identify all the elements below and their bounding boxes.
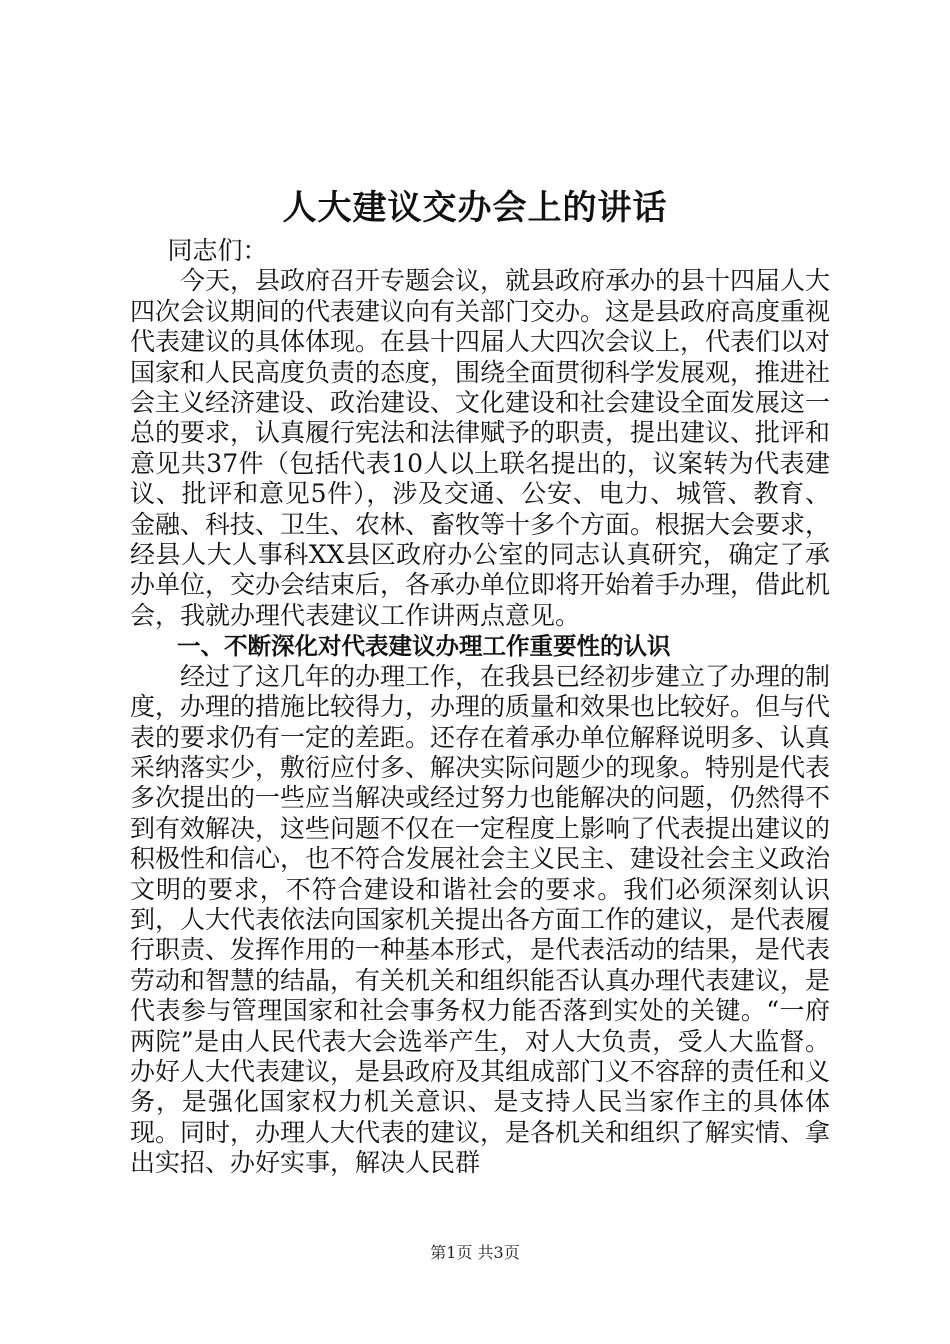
section-heading: 一、不断深化对代表建议办理工作重要性的认识 (177, 632, 671, 661)
document-body (130, 236, 830, 1179)
paragraph-body: 经过了这几年的办理工作，在我县已经初步建立了办理的制度，办理的措施比较得力，办理的质量和效果也比较好。但与代表的要求仍有一定的差距。还存在着承办单位解释说明多、认真采纳落实少，敷衍应付多、解决实际问题少的现象。特别是代表多次提出的一些应当解决或经过努力也能解决的问题，仍然得不到有效解决，这些问题不仅在一定程度上影响了代表提出建议的积极性和信心，也不符合发展社会主义民主、建设社会主义政治文明的要求，不符合建设和谐社会的要求。我们必须深刻认识到，人大代表依法向国家机关提出各方面工作的建议，是代表履行职责、发挥作用的一种基本形式，是代表活动的结果，是代表劳动和智慧的结晶，有关机关和组织能否认真办理代表建议，是代表参与管理国家和社会事务权力能否落到实处的关键。“一府两院”是由人民代表大会选举产生，对人大负责，受人大监督。办好人大代表建议，是县政府及其组成部门义不容辞的责任和义务，是强化国家权力机关意识、是支持人民当家作主的具体体现。同时，办理人大代表的建议，是各机关和组织了解实情、拿出实招、办好实事，解决人民群 (130, 661, 831, 1178)
page-footer: 第1页 共3页 (430, 1243, 520, 1262)
salutation: 同志们： (167, 236, 268, 265)
document-title: 人大建议交办会上的讲话 (282, 188, 668, 228)
paragraph-intro: 今天，县政府召开专题会议，就县政府承办的县十四届人大四次会议期间的代表建议向有关部门交办。这是县政府高度重视代表建议的具体体现。在县十四届人大四次会议上，代表们以对国家和人民高度负责的态度，围绕全面贯彻科学发展观，推进社会主义经济建设、政治建设、文化建设和社会建设全面发展这一总的要求，认真履行宪法和法律赋予的职责，提出建议、批评和意见共37件（包括代表10人以上联名提出的，议案转为代表建议、批评和意见5件），涉及交通、公安、电力、城管、教育、金融、科技、卫生、农林、畜牧等十多个方面。根据大会要求，经县人大人事科XX县区政府办公室的同志认真研究，确定了承办单位，交办会结束后，各承办单位即将开始着手办理，借此机会，我就办理代表建议工作讲两点意见。 (130, 266, 831, 630)
